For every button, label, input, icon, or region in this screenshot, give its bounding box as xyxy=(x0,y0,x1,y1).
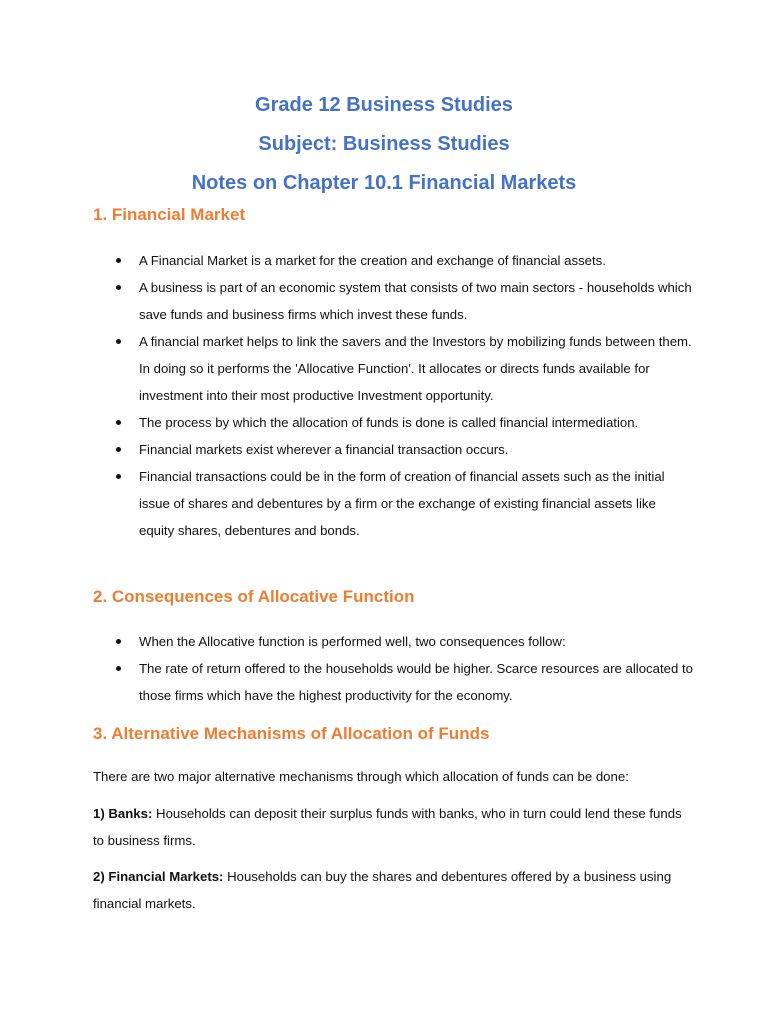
section-3-intro: There are two major alternative mechanisms through which allocation of funds can be done: xyxy=(93,769,629,784)
mechanism-text: Households can buy the shares and debentures offered by a business using financial markets. xyxy=(93,869,672,911)
mechanism-banks xyxy=(93,800,683,854)
section-3-heading: 3. Alternative Mechanisms of Allocation of Funds xyxy=(93,724,490,743)
list-item xyxy=(93,247,693,274)
chapter-title: Notes on Chapter 10.1 Financial Markets xyxy=(191,172,577,194)
list-item xyxy=(93,409,693,436)
bullet-text: When the Allocative function is performed well, two consequences follow: xyxy=(139,634,566,649)
bullet-text: A business is part of an economic system that consists of two main sectors - households which save funds and business firms which invest these funds. xyxy=(139,280,692,322)
mechanism-financial-markets xyxy=(93,863,683,917)
bullet-text: A financial market helps to link the savers and the Investors by mobilizing funds between them. In doing so it performs the 'Allocative Function'. It allocates or directs funds available for investment into their most productive Investment opportunity. xyxy=(139,334,692,403)
bullet-icon xyxy=(116,639,121,644)
list-item xyxy=(93,274,693,328)
bullet-text: Financial transactions could be in the form of creation of financial assets such as the initial issue of shares and debentures by a firm or the exchange of existing financial assets like equity shares, debentures and bonds. xyxy=(139,469,665,538)
list-item xyxy=(93,463,693,544)
section-1-bullet-list xyxy=(93,247,693,544)
list-item xyxy=(93,655,693,709)
bullet-icon xyxy=(116,258,121,263)
bullet-text: Financial markets exist wherever a financial transaction occurs. xyxy=(139,442,509,457)
list-item xyxy=(93,436,693,463)
mechanism-label: 2) Financial Markets: xyxy=(93,869,224,884)
mechanism-label: 1) Banks: xyxy=(93,806,153,821)
bullet-icon xyxy=(116,666,121,671)
bullet-icon xyxy=(116,420,121,425)
bullet-text: A Financial Market is a market for the creation and exchange of financial assets. xyxy=(139,253,606,268)
bullet-icon xyxy=(116,474,121,479)
document-title: Grade 12 Business Studies xyxy=(255,94,513,116)
bullet-text: The process by which the allocation of funds is done is called financial intermediation. xyxy=(139,415,639,430)
subject-title: Subject: Business Studies xyxy=(258,133,510,155)
bullet-icon xyxy=(116,339,121,344)
bullet-text: The rate of return offered to the households would be higher. Scarce resources are allocated to those firms which have the highest productivity for the economy. xyxy=(139,661,693,703)
bullet-icon xyxy=(116,447,121,452)
list-item xyxy=(93,628,693,655)
bullet-icon xyxy=(116,285,121,290)
section-1-heading: 1. Financial Market xyxy=(93,205,246,224)
title-block xyxy=(0,86,768,203)
list-item xyxy=(93,328,693,409)
section-2-heading: 2. Consequences of Allocative Function xyxy=(93,587,415,606)
mechanism-text: Households can deposit their surplus funds with banks, who in turn could lend these funds to business firms. xyxy=(93,806,682,848)
section-2-bullet-list xyxy=(93,628,693,709)
